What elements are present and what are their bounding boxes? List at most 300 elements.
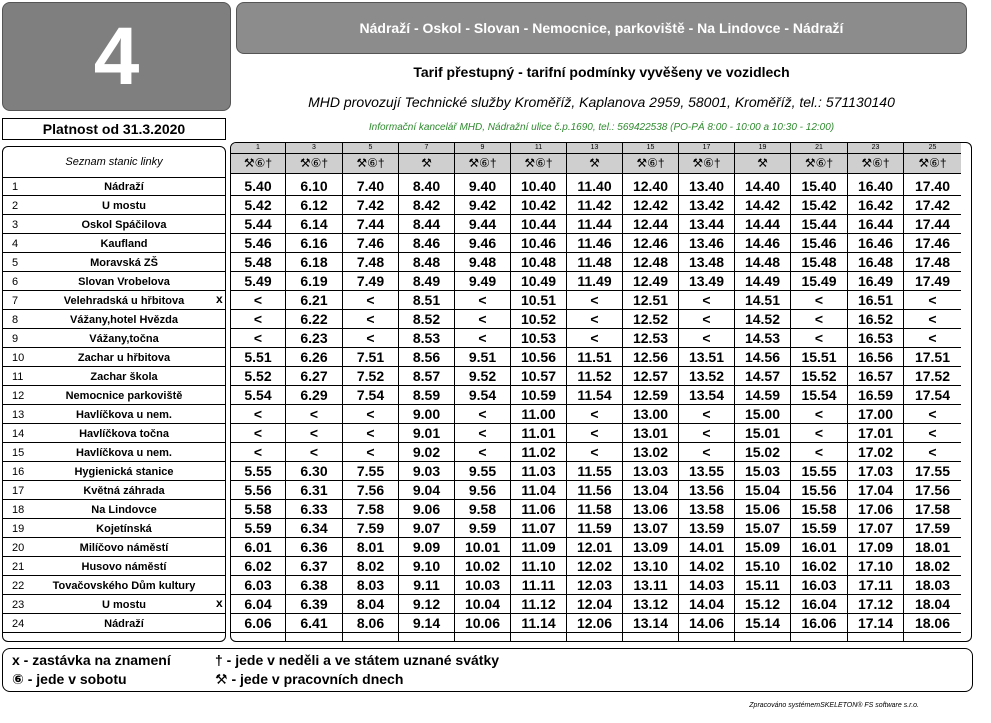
departure-time: 12.51 [623, 291, 678, 310]
stop-name: Havlíčkova u nem. [76, 409, 172, 421]
departure-time: 13.40 [679, 177, 734, 196]
departure-time: 12.53 [623, 329, 678, 348]
departure-time: < [286, 443, 342, 462]
departure-time: 14.04 [679, 595, 734, 614]
stop-number: 24 [12, 618, 25, 630]
departure-time: < [455, 329, 510, 348]
departure-time: < [567, 405, 622, 424]
departure-time: 11.07 [511, 519, 566, 538]
departure-time: 5.40 [231, 177, 285, 196]
stop-row [3, 595, 225, 614]
stop-number: 7 [12, 295, 19, 307]
departure-time: 12.49 [623, 272, 678, 291]
departure-time: 16.53 [848, 329, 903, 348]
departure-time: 5.58 [231, 500, 285, 519]
stop-name: Husovo náměstí [81, 561, 167, 573]
departure-time: 17.11 [848, 576, 903, 595]
departure-time: 17.00 [848, 405, 903, 424]
trip-service-symbols: ⚒⑥† [455, 154, 510, 174]
request-stop-mark: x [216, 292, 223, 306]
route-banner [236, 2, 967, 54]
departure-time: 14.48 [735, 253, 790, 272]
departure-time: 16.02 [791, 557, 847, 576]
departure-time: 10.42 [511, 196, 566, 215]
tarif-note: Tarif přestupný - tarifní podmínky vyvěšeny ve vozidlech [413, 64, 790, 80]
departure-time: 5.56 [231, 481, 285, 500]
departure-time: 8.51 [399, 291, 454, 310]
departure-time: 15.12 [735, 595, 790, 614]
departure-time: 6.19 [286, 272, 342, 291]
stop-number: 23 [12, 599, 25, 611]
stop-name: Zachar u hřbitova [77, 352, 171, 364]
departure-time: 17.01 [848, 424, 903, 443]
legend-saturday: ⑥ - jede v sobotu [12, 671, 127, 687]
departure-time: 15.03 [735, 462, 790, 481]
departure-time: 15.48 [791, 253, 847, 272]
departure-time: 6.12 [286, 196, 342, 215]
departure-time: 16.44 [848, 215, 903, 234]
trip-service-symbols: ⚒⑥† [791, 154, 847, 174]
stop-name: Nemocnice parkoviště [65, 390, 183, 402]
departure-time: 12.48 [623, 253, 678, 272]
departure-time: 17.56 [904, 481, 961, 500]
departure-time: 15.40 [791, 177, 847, 196]
departure-time: 9.09 [399, 538, 454, 557]
stop-number: 12 [12, 390, 25, 402]
departure-time: 13.49 [679, 272, 734, 291]
departure-time: 17.09 [848, 538, 903, 557]
departure-time: 9.52 [455, 367, 510, 386]
departure-time: 5.44 [231, 215, 285, 234]
stop-name: U mostu [102, 200, 146, 212]
departure-time: 6.04 [231, 595, 285, 614]
trip-service-symbols: ⚒⑥† [904, 154, 961, 174]
departure-time: 15.55 [791, 462, 847, 481]
trip-number: 13 [567, 143, 622, 154]
trip-service-symbols: ⚒⑥† [231, 154, 285, 174]
departure-time: 17.14 [848, 614, 903, 633]
departure-time: 6.21 [286, 291, 342, 310]
departure-time: 13.04 [623, 481, 678, 500]
departure-time: 16.42 [848, 196, 903, 215]
departure-time: 11.01 [511, 424, 566, 443]
departure-time: 16.59 [848, 386, 903, 405]
departure-time: < [679, 329, 734, 348]
departure-time: 12.40 [623, 177, 678, 196]
departure-time: 13.10 [623, 557, 678, 576]
departure-time: 11.03 [511, 462, 566, 481]
trip-column [511, 143, 567, 641]
stop-name: Velehradská u hřbitova [63, 295, 185, 307]
departure-time: 12.03 [567, 576, 622, 595]
departure-time: 14.01 [679, 538, 734, 557]
stop-row [3, 348, 225, 367]
trip-column [231, 143, 286, 641]
departure-time: 15.44 [791, 215, 847, 234]
departure-time: 15.58 [791, 500, 847, 519]
stop-row [3, 576, 225, 595]
departure-time: 6.29 [286, 386, 342, 405]
departure-time: < [791, 291, 847, 310]
departure-time: 11.59 [567, 519, 622, 538]
departure-time: 16.40 [848, 177, 903, 196]
trip-number: 15 [623, 143, 678, 154]
stop-name: Nádraží [104, 618, 144, 630]
departure-time: 13.12 [623, 595, 678, 614]
departure-time: 13.56 [679, 481, 734, 500]
legend-request-stop: x - zastávka na znamení [12, 652, 171, 668]
departure-time: 8.03 [343, 576, 398, 595]
trip-column [904, 143, 961, 641]
stop-name: Na Lindovce [91, 504, 157, 516]
departure-time: < [904, 424, 961, 443]
departure-time: 5.42 [231, 196, 285, 215]
departure-time: 14.57 [735, 367, 790, 386]
departure-time: 7.42 [343, 196, 398, 215]
departure-time: 8.48 [399, 253, 454, 272]
trip-number: 5 [343, 143, 398, 154]
departure-time: 10.57 [511, 367, 566, 386]
departure-time: 17.52 [904, 367, 961, 386]
departure-time: 14.03 [679, 576, 734, 595]
departure-time: 7.44 [343, 215, 398, 234]
departure-time: 11.02 [511, 443, 566, 462]
departure-time: < [904, 443, 961, 462]
departure-time: < [791, 310, 847, 329]
stop-name: Vážany,točna [89, 333, 159, 345]
departure-time: 15.14 [735, 614, 790, 633]
departure-time: 17.40 [904, 177, 961, 196]
departure-time: 10.53 [511, 329, 566, 348]
departure-time: 8.02 [343, 557, 398, 576]
legend-workdays: ⚒ - jede v pracovních dnech [215, 671, 404, 687]
departure-time: 7.55 [343, 462, 398, 481]
stop-number: 13 [12, 409, 25, 421]
departure-time: < [455, 291, 510, 310]
departure-time: < [904, 291, 961, 310]
departure-time: 8.59 [399, 386, 454, 405]
departure-time: 14.02 [679, 557, 734, 576]
trip-service-symbols: ⚒⑥† [343, 154, 398, 174]
departure-time: 8.44 [399, 215, 454, 234]
stop-row [3, 557, 225, 576]
departure-time: 9.55 [455, 462, 510, 481]
line-number-box [2, 2, 231, 111]
departure-time: 12.02 [567, 557, 622, 576]
software-credit: Zpracováno systémemSKELETON® FS software s.r.o. [749, 702, 919, 709]
departure-time: 9.04 [399, 481, 454, 500]
stop-number: 9 [12, 333, 19, 345]
departure-time: 13.01 [623, 424, 678, 443]
departure-time: 17.06 [848, 500, 903, 519]
departure-time: 8.49 [399, 272, 454, 291]
departure-time: 10.46 [511, 234, 566, 253]
departure-time: 8.53 [399, 329, 454, 348]
departure-time: 11.55 [567, 462, 622, 481]
stop-row [3, 196, 225, 215]
departure-time: < [567, 310, 622, 329]
departure-time: 12.06 [567, 614, 622, 633]
departure-time: 11.09 [511, 538, 566, 557]
departure-time: < [231, 310, 285, 329]
stop-name: Vážany,hotel Hvězda [70, 314, 178, 326]
stop-row [3, 310, 225, 329]
departure-time: 10.40 [511, 177, 566, 196]
departure-time: 9.56 [455, 481, 510, 500]
stop-number: 5 [12, 257, 19, 269]
departure-time: 11.58 [567, 500, 622, 519]
departure-time: 12.57 [623, 367, 678, 386]
departure-time: 15.11 [735, 576, 790, 595]
departure-time: 14.06 [679, 614, 734, 633]
departure-time: 7.51 [343, 348, 398, 367]
stop-row [3, 443, 225, 462]
departure-time: < [567, 443, 622, 462]
departure-time: 6.38 [286, 576, 342, 595]
departure-time: 15.54 [791, 386, 847, 405]
departure-time: 13.06 [623, 500, 678, 519]
departure-time: 17.59 [904, 519, 961, 538]
departure-time: 9.40 [455, 177, 510, 196]
departure-time: 13.44 [679, 215, 734, 234]
line-number: 4 [93, 10, 140, 102]
stop-name: Moravská ZŠ [90, 257, 158, 269]
departure-time: < [904, 405, 961, 424]
departure-time: 12.56 [623, 348, 678, 367]
stop-row [3, 215, 225, 234]
trip-column [791, 143, 848, 641]
departure-time: 8.42 [399, 196, 454, 215]
stop-row [3, 462, 225, 481]
departure-time: 14.40 [735, 177, 790, 196]
departure-time: 6.18 [286, 253, 342, 272]
departure-time: 16.03 [791, 576, 847, 595]
departure-time: 11.49 [567, 272, 622, 291]
stop-row [3, 519, 225, 538]
departure-time: 6.34 [286, 519, 342, 538]
departure-time: 12.46 [623, 234, 678, 253]
departure-time: 14.44 [735, 215, 790, 234]
stop-number: 17 [12, 485, 25, 497]
departure-time: 9.01 [399, 424, 454, 443]
trip-number: 11 [511, 143, 566, 154]
stop-name: Milíčovo náměstí [79, 542, 169, 554]
departure-time: 15.49 [791, 272, 847, 291]
departure-time: 17.42 [904, 196, 961, 215]
departure-time: 11.52 [567, 367, 622, 386]
departure-time: 6.22 [286, 310, 342, 329]
departure-time: 6.01 [231, 538, 285, 557]
departure-time: 7.40 [343, 177, 398, 196]
departure-time: 7.54 [343, 386, 398, 405]
stop-row [3, 234, 225, 253]
departure-time: 9.44 [455, 215, 510, 234]
departure-time: 9.10 [399, 557, 454, 576]
departure-time: 5.48 [231, 253, 285, 272]
departure-time: 10.52 [511, 310, 566, 329]
departure-time: 16.04 [791, 595, 847, 614]
departure-time: 17.04 [848, 481, 903, 500]
departure-time: < [231, 329, 285, 348]
trip-number: 3 [286, 143, 342, 154]
trip-number: 9 [455, 143, 510, 154]
route-title: Nádraží - Oskol - Slovan - Nemocnice, parkoviště - Na Lindovce - Nádraží [359, 20, 844, 36]
validity-date: Platnost od 31.3.2020 [2, 118, 226, 140]
departure-time: 6.37 [286, 557, 342, 576]
departure-time: 10.51 [511, 291, 566, 310]
departure-time: 6.06 [231, 614, 285, 633]
departure-time: 6.27 [286, 367, 342, 386]
stop-row [3, 405, 225, 424]
departure-time: 9.06 [399, 500, 454, 519]
stop-number: 18 [12, 504, 25, 516]
departure-time: 13.02 [623, 443, 678, 462]
departure-time: 5.49 [231, 272, 285, 291]
departure-time: 9.12 [399, 595, 454, 614]
departure-time: 11.14 [511, 614, 566, 633]
departure-time: 16.52 [848, 310, 903, 329]
departure-time: < [455, 310, 510, 329]
departure-time: 12.44 [623, 215, 678, 234]
departure-time: 10.02 [455, 557, 510, 576]
departure-time: 13.09 [623, 538, 678, 557]
trip-number: 17 [679, 143, 734, 154]
departure-time: < [567, 424, 622, 443]
departure-time: 15.02 [735, 443, 790, 462]
trip-column [848, 143, 904, 641]
stop-name: Slovan Vrobelova [78, 276, 170, 288]
departure-time: 6.14 [286, 215, 342, 234]
departure-time: 11.42 [567, 196, 622, 215]
departure-time: < [286, 405, 342, 424]
departure-time: 14.49 [735, 272, 790, 291]
departure-time: 6.26 [286, 348, 342, 367]
departure-time: 18.01 [904, 538, 961, 557]
departure-time: 16.51 [848, 291, 903, 310]
departure-time: 9.00 [399, 405, 454, 424]
departure-time: 15.10 [735, 557, 790, 576]
trip-number: 19 [735, 143, 790, 154]
departure-time: 17.58 [904, 500, 961, 519]
departure-time: < [286, 424, 342, 443]
departure-time: 14.56 [735, 348, 790, 367]
stop-row [3, 291, 225, 310]
departure-time: 8.06 [343, 614, 398, 633]
stop-name: Kojetínská [96, 523, 152, 535]
departure-time: 12.04 [567, 595, 622, 614]
departure-time: 9.02 [399, 443, 454, 462]
stop-row [3, 367, 225, 386]
trip-column [455, 143, 511, 641]
departure-time: 15.51 [791, 348, 847, 367]
departure-time: 8.40 [399, 177, 454, 196]
departure-time: 13.03 [623, 462, 678, 481]
departure-time: 8.01 [343, 538, 398, 557]
departure-time: 9.51 [455, 348, 510, 367]
departure-time: < [679, 291, 734, 310]
request-stop-mark: x [216, 596, 223, 610]
stop-number: 2 [12, 200, 19, 212]
stop-name: Hygienická stanice [74, 466, 174, 478]
departure-time: 13.59 [679, 519, 734, 538]
stop-number: 21 [12, 561, 25, 573]
trip-service-symbols: ⚒⑥† [286, 154, 342, 174]
departure-time: 14.52 [735, 310, 790, 329]
trip-column [343, 143, 399, 641]
departure-time: 6.36 [286, 538, 342, 557]
departure-time: 12.42 [623, 196, 678, 215]
departure-time: 10.49 [511, 272, 566, 291]
departure-time: 6.23 [286, 329, 342, 348]
stop-name: Kaufland [100, 238, 148, 250]
departure-time: 13.58 [679, 500, 734, 519]
departure-time: 13.11 [623, 576, 678, 595]
departure-time: 5.55 [231, 462, 285, 481]
trip-column [735, 143, 791, 641]
stop-row [3, 253, 225, 272]
stop-name: U mostu [102, 599, 146, 611]
departure-time: < [904, 329, 961, 348]
departure-time: 6.03 [231, 576, 285, 595]
departure-time: 11.44 [567, 215, 622, 234]
departure-time: 17.07 [848, 519, 903, 538]
stop-number: 11 [12, 371, 24, 383]
departure-time: 14.42 [735, 196, 790, 215]
departure-time: 6.31 [286, 481, 342, 500]
departure-time: 10.56 [511, 348, 566, 367]
departure-time: 5.52 [231, 367, 285, 386]
departure-time: 11.54 [567, 386, 622, 405]
departure-time: 17.46 [904, 234, 961, 253]
departure-time: 16.48 [848, 253, 903, 272]
departure-time: 10.01 [455, 538, 510, 557]
departure-time: 9.42 [455, 196, 510, 215]
departure-time: 11.48 [567, 253, 622, 272]
departure-time: 11.12 [511, 595, 566, 614]
departure-time: 15.07 [735, 519, 790, 538]
departure-time: < [791, 443, 847, 462]
departure-time: 13.42 [679, 196, 734, 215]
departure-time: < [679, 310, 734, 329]
stop-number: 20 [12, 542, 25, 554]
trip-number: 1 [231, 143, 285, 154]
departure-time: 17.49 [904, 272, 961, 291]
departure-time: 9.58 [455, 500, 510, 519]
departure-time: 13.00 [623, 405, 678, 424]
departure-time: 6.02 [231, 557, 285, 576]
departure-time: 9.49 [455, 272, 510, 291]
departure-time: 17.02 [848, 443, 903, 462]
departure-time: 13.07 [623, 519, 678, 538]
departure-time: 15.56 [791, 481, 847, 500]
stop-number: 6 [12, 276, 19, 288]
trip-service-symbols: ⚒⑥† [848, 154, 903, 174]
departure-time: 6.10 [286, 177, 342, 196]
departure-time: 11.51 [567, 348, 622, 367]
departure-time: 10.44 [511, 215, 566, 234]
departure-time: 9.03 [399, 462, 454, 481]
departure-time: < [343, 329, 398, 348]
departure-time: 18.04 [904, 595, 961, 614]
trip-column [679, 143, 735, 641]
departure-time: < [231, 443, 285, 462]
departure-time: < [567, 329, 622, 348]
office-info: Informační kancelář MHD, Nádražní ulice č.p.1690, tel.: 569422538 (PO-PÁ 8:00 - 10:00 a 10:30 - 12:00) [368, 122, 835, 133]
stop-name: Havlíčkova točna [79, 428, 169, 440]
departure-time: 6.33 [286, 500, 342, 519]
departure-time: 17.55 [904, 462, 961, 481]
departure-time: < [567, 291, 622, 310]
